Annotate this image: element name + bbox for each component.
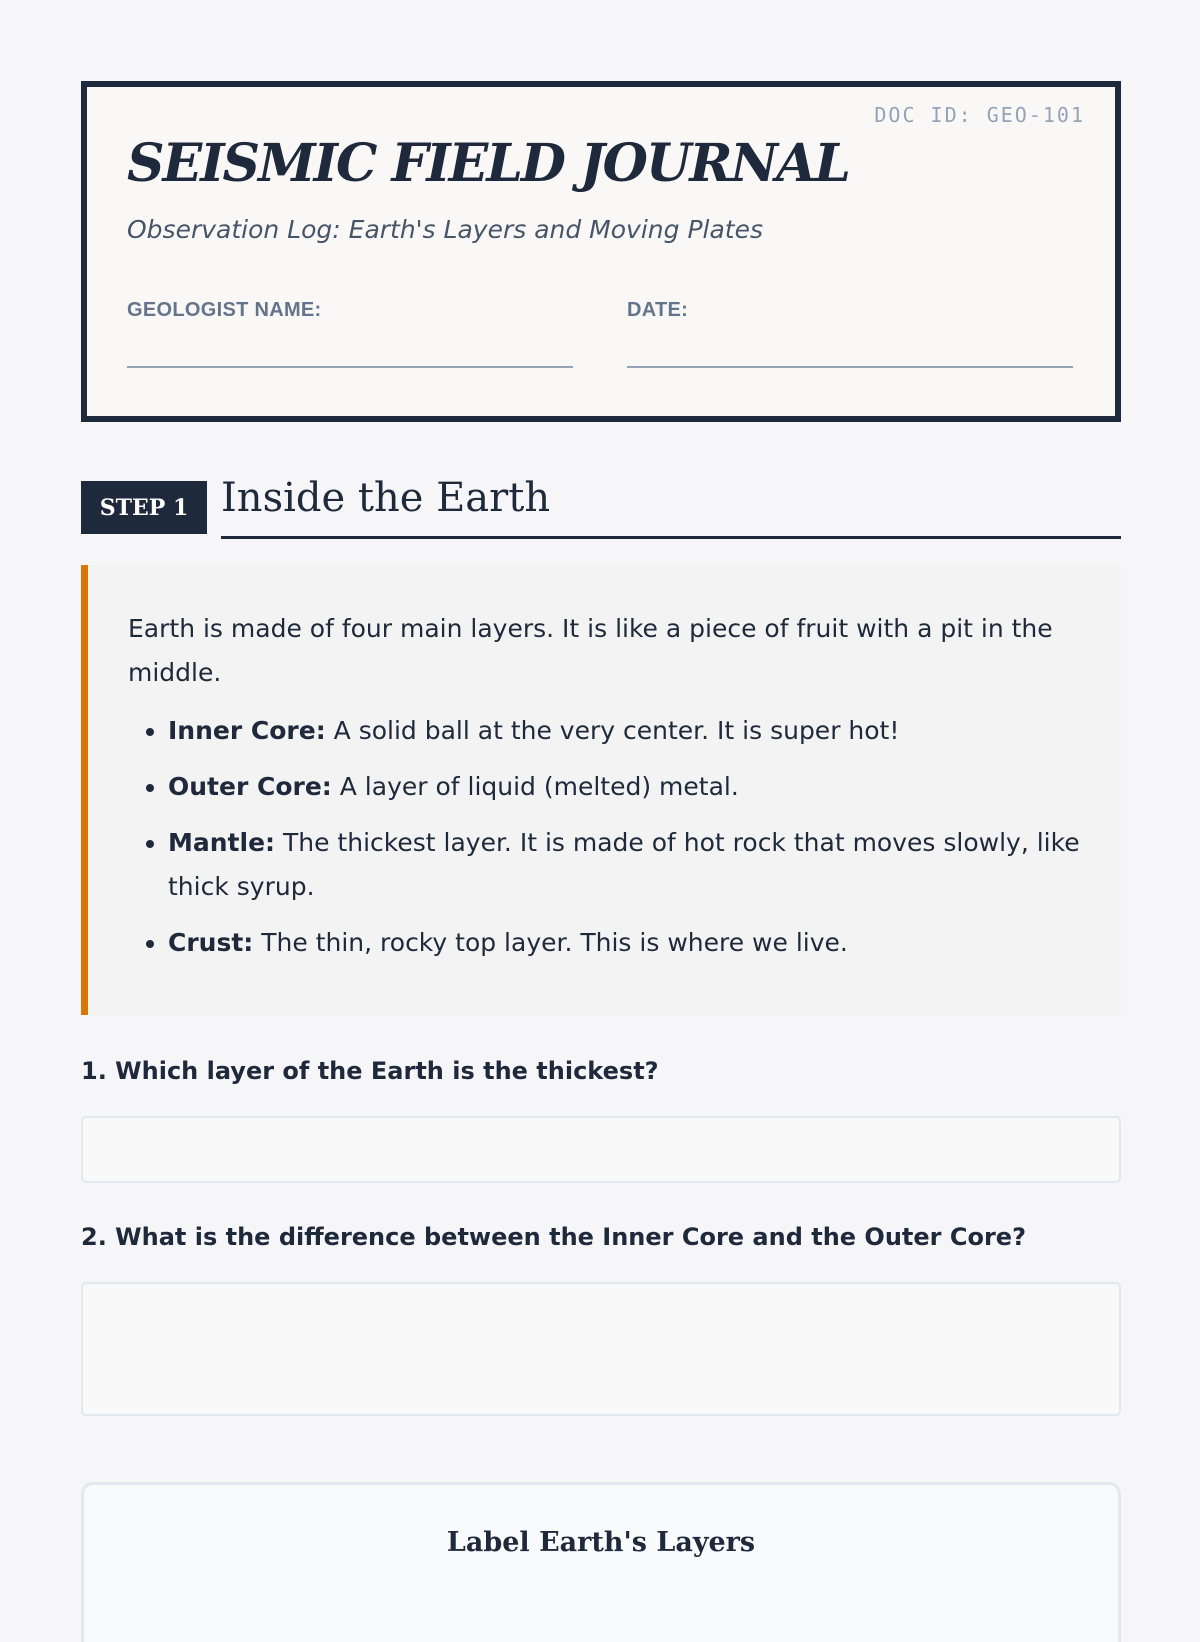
- date-line[interactable]: [627, 366, 1073, 368]
- date-label: DATE:: [627, 299, 689, 321]
- geologist-name-label: GEOLOGIST NAME:: [127, 299, 322, 321]
- question-1-label: 1. Which layer of the Earth is the thickest?: [81, 1057, 659, 1085]
- layer-description: The thickest layer. It is made of hot rock that moves slowly, like thick syrup.: [168, 828, 1080, 901]
- doc-id: DOC ID: GEO-101: [874, 103, 1085, 127]
- worksheet-page: [81, 81, 1121, 1558]
- diagram-title: Label Earth's Layers: [446, 1527, 756, 1558]
- step-badge: STEP 1: [81, 481, 207, 534]
- journal-header: [81, 81, 1121, 422]
- layer-term: Crust:: [168, 928, 254, 957]
- step-heading: [81, 475, 1121, 539]
- layers-list: [128, 709, 1081, 965]
- layer-term: Outer Core:: [168, 772, 332, 801]
- list-item: [168, 921, 1081, 965]
- layers-info-box: [81, 565, 1121, 1015]
- layer-description: The thin, rocky top layer. This is where we live.: [261, 928, 848, 957]
- question-2-label: 2. What is the difference between the Inner Core and the Outer Core?: [81, 1223, 1026, 1251]
- journal-subtitle: Observation Log: Earth's Layers and Moving Plates: [127, 215, 763, 244]
- answer-1-box[interactable]: [81, 1116, 1121, 1183]
- layer-description: A layer of liquid (melted) metal.: [339, 772, 739, 801]
- list-item: [168, 821, 1081, 909]
- list-item: [168, 709, 1081, 753]
- list-item: [168, 765, 1081, 809]
- layer-term: Inner Core:: [168, 716, 326, 745]
- step-underline: [221, 536, 1121, 539]
- geologist-name-field[interactable]: [127, 299, 573, 368]
- date-field[interactable]: [627, 299, 1073, 368]
- diagram-card: [81, 1482, 1121, 1642]
- info-intro: Earth is made of four main layers. It is like a piece of fruit with a pit in the middle.: [128, 614, 1053, 687]
- journal-title: SEISMIC FIELD JOURNAL: [127, 133, 849, 194]
- layer-term: Mantle:: [168, 828, 276, 857]
- answer-2-box[interactable]: [81, 1282, 1121, 1416]
- geologist-name-line[interactable]: [127, 366, 573, 368]
- step-title: Inside the Earth: [221, 475, 551, 521]
- layer-description: A solid ball at the very center. It is super hot!: [333, 716, 900, 745]
